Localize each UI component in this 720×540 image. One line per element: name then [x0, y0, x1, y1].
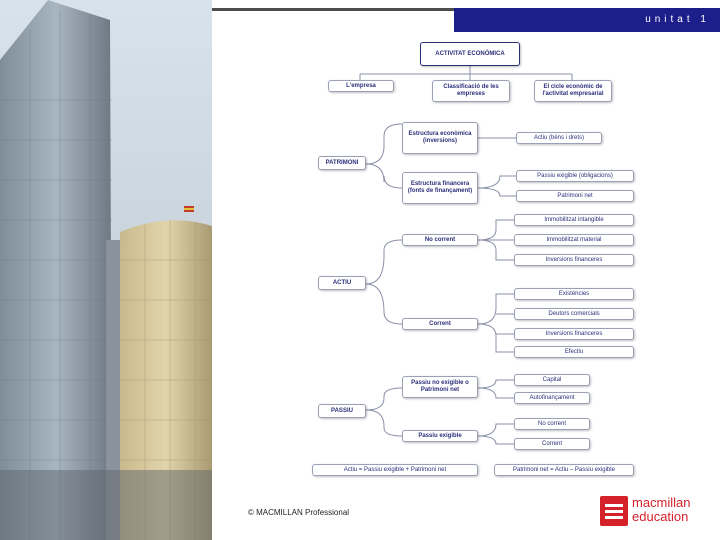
lvl1-classificacio: Classificació de les empreses [432, 80, 510, 102]
unit-badge [454, 8, 720, 32]
autofinancament: Autofinançament [514, 392, 590, 404]
patrimoni-node: PATRIMONI [318, 156, 366, 170]
inversions-financeres-nc: Inversions financeres [514, 254, 634, 266]
passiu-corrent: Corrent [514, 438, 590, 450]
estructura-economica: Estructura econòmica (inversions) [402, 122, 478, 154]
actiu-no-corrent: No corrent [402, 234, 478, 246]
deutors-comercials: Deutors comercials [514, 308, 634, 320]
actiu-bens-drets: Actiu (béns i drets) [516, 132, 602, 144]
macmillan-logo [600, 494, 710, 530]
actiu-corrent: Corrent [402, 318, 478, 330]
passiu-no-corrent: No corrent [514, 418, 590, 430]
patrimoni-net-leaf: Patrimoni net [516, 190, 634, 202]
passiu-exigible: Passiu exigible [402, 430, 478, 442]
root-node: ACTIVITAT ECONÒMICA [420, 42, 520, 66]
equation-patrimoni: Patrimoni net = Actiu – Passiu exigible [494, 464, 634, 476]
concept-diagram [290, 36, 650, 484]
equation-actiu: Actiu = Passiu exigible + Patrimoni net [312, 464, 478, 476]
passiu-node: PASSIU [318, 404, 366, 418]
logo-line2: education [632, 509, 689, 524]
lvl1-empresa: L'empresa [328, 80, 394, 92]
logo-line1: macmillan [632, 495, 691, 510]
passiu-no-exigible: Passiu no exigible o Patrimoni net [402, 376, 478, 398]
efectiu: Efectiu [514, 346, 634, 358]
actiu-node: ACTIU [318, 276, 366, 290]
header-divider [212, 8, 454, 11]
immobilitzat-material: Immobilitzat material [514, 234, 634, 246]
estructura-financera: Estructura financera (fonts de finançament) [402, 172, 478, 204]
immobilitzat-intangible: Immobilitzat intangible [514, 214, 634, 226]
copyright-text: © MACMILLAN Professional [248, 508, 350, 517]
unit-label: unitat 1 [645, 14, 710, 25]
macmillan-logo-icon [600, 496, 628, 526]
existencies: Existències [514, 288, 634, 300]
inversions-financeres-c: Inversions financeres [514, 328, 634, 340]
background-photo-towers [0, 0, 212, 540]
lvl1-cicle: El cicle econòmic de l'activitat empresarial [534, 80, 612, 102]
passiu-exigible-obligacions: Passiu exigible (obligacions) [516, 170, 634, 182]
capital: Capital [514, 374, 590, 386]
